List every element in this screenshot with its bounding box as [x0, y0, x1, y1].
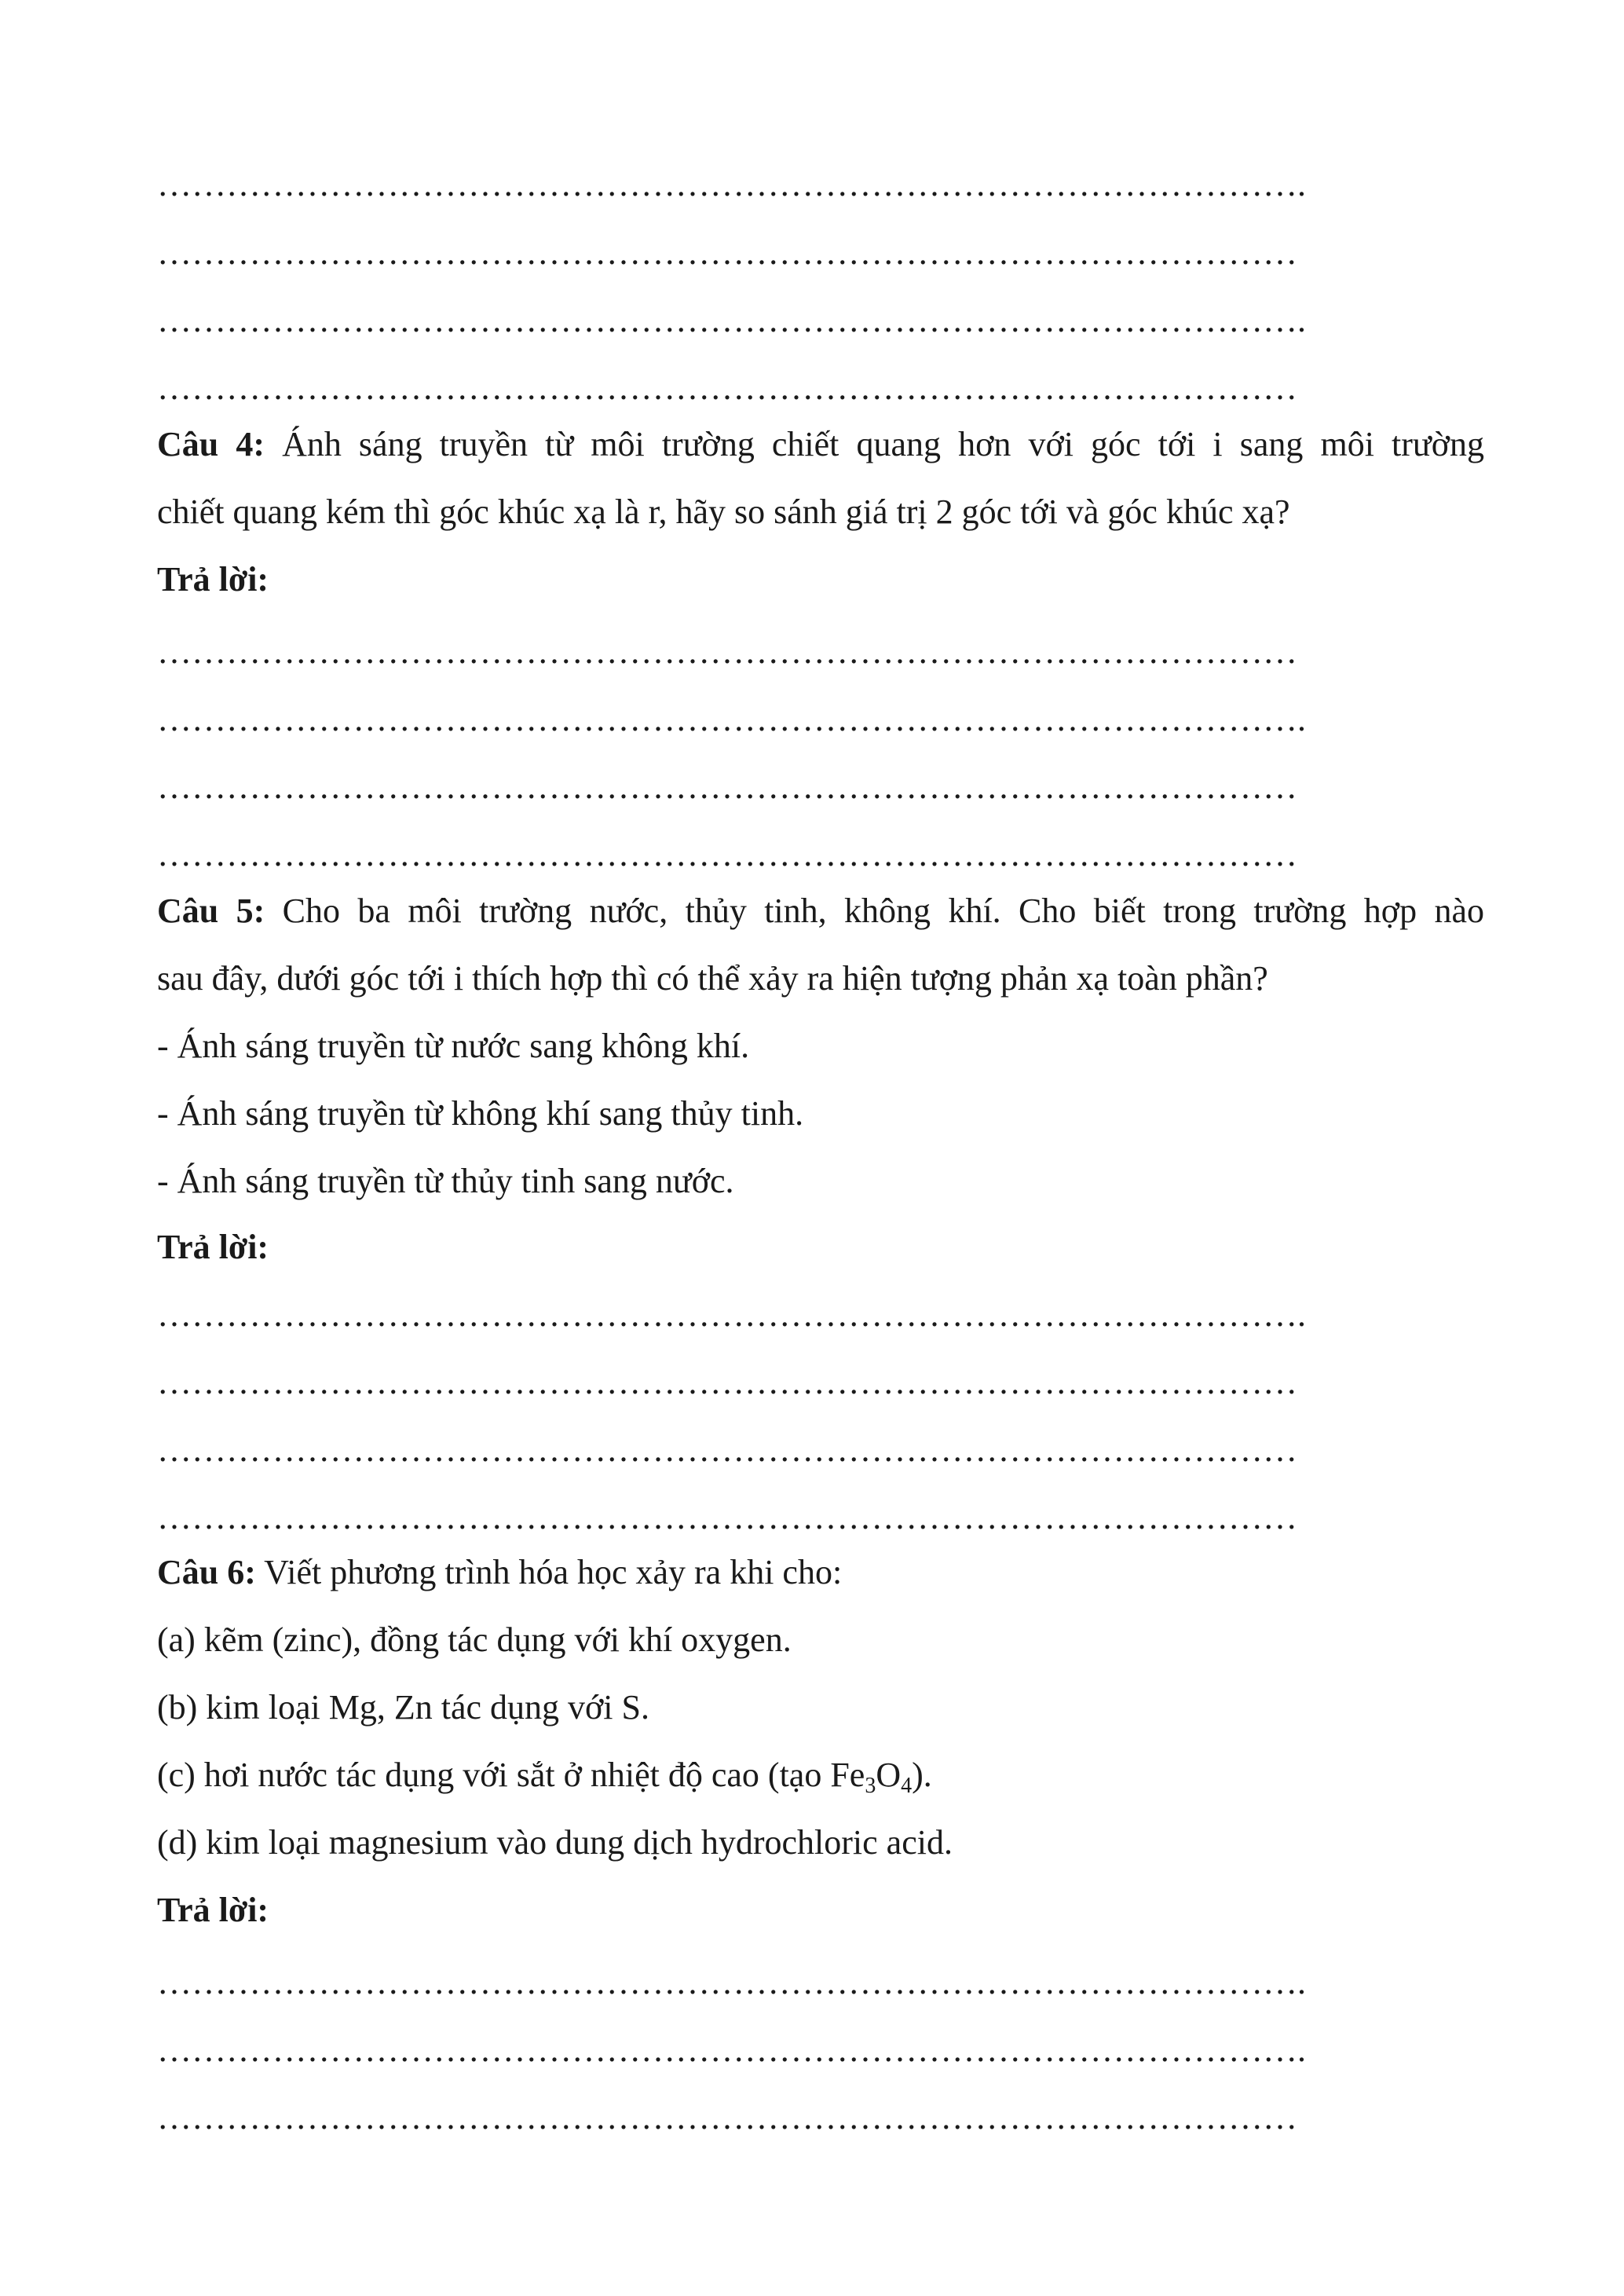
answer-line: ………………………………………………………………………………………	[157, 767, 1297, 806]
question-4-line-1: Câu 4: Ánh sáng truyền từ môi trường chiết quang hơn với góc tới i sang môi trường	[157, 425, 1484, 463]
answer-line: ……………………………………………………………………………………….	[157, 165, 1306, 203]
answer-line: ……………………………………………………………………………………….	[157, 2031, 1306, 2069]
question-5-label: Câu 5:	[157, 892, 265, 930]
answer-line: ……………………………………………………………………………………….	[157, 301, 1306, 339]
question-4-answer-label: Trả lời:	[157, 560, 269, 599]
question-4-line-2: chiết quang kém thì góc khúc xạ là r, hãy so sánh giá trị 2 góc tới và góc khúc xạ?	[157, 493, 1290, 531]
answer-line: ……………………………………………………………………………………….	[157, 700, 1306, 738]
question-5-answer-label: Trả lời:	[157, 1228, 269, 1266]
question-6-answer-label: Trả lời:	[157, 1891, 269, 1929]
answer-line: ………………………………………………………………………………………	[157, 233, 1297, 272]
question-5-line-2: sau đây, dưới góc tới i thích hợp thì có thể xảy ra hiện tượng phản xạ toàn phần?	[157, 959, 1268, 998]
answer-line: ……………………………………………………………………………………….	[157, 1963, 1306, 2001]
answer-line: ………………………………………………………………………………………	[157, 1498, 1297, 1536]
question-6-item-a: (a) kẽm (zinc), đồng tác dụng với khí oxygen.	[157, 1620, 792, 1659]
question-6-item-d: (d) kim loại magnesium vào dung dịch hydrochloric acid.	[157, 1823, 953, 1862]
question-5-line-1: Câu 5: Cho ba môi trường nước, thủy tinh, không khí. Cho biết trong trường hợp nào	[157, 892, 1484, 930]
answer-line: ……………………………………………………………………………………….	[157, 1295, 1306, 1334]
question-6-line-1: Câu 6: Viết phương trình hóa học xảy ra khi cho:	[157, 1553, 843, 1591]
question-6-item-c: (c) hơi nước tác dụng với sắt ở nhiệt độ cao (tạo $Fe_3O_4$).	[157, 1756, 932, 1798]
answer-line: ………………………………………………………………………………………	[157, 1363, 1297, 1401]
answer-line: ………………………………………………………………………………………	[157, 835, 1297, 873]
question-5-option: - Ánh sáng truyền từ không khí sang thủy tinh.	[157, 1094, 804, 1133]
answer-line: ………………………………………………………………………………………	[157, 368, 1297, 407]
answer-line: ………………………………………………………………………………………	[157, 632, 1297, 671]
answer-line: ………………………………………………………………………………………	[157, 2098, 1297, 2137]
question-6-item-b: (b) kim loại Mg, Zn tác dụng với S.	[157, 1688, 649, 1727]
question-5-option: - Ánh sáng truyền từ nước sang không khí.	[157, 1027, 750, 1065]
question-5-option: - Ánh sáng truyền từ thủy tinh sang nước.	[157, 1162, 734, 1200]
answer-line: ………………………………………………………………………………………	[157, 1430, 1297, 1469]
question-4-label: Câu 4:	[157, 425, 265, 463]
question-6-label: Câu 6:	[157, 1553, 256, 1591]
